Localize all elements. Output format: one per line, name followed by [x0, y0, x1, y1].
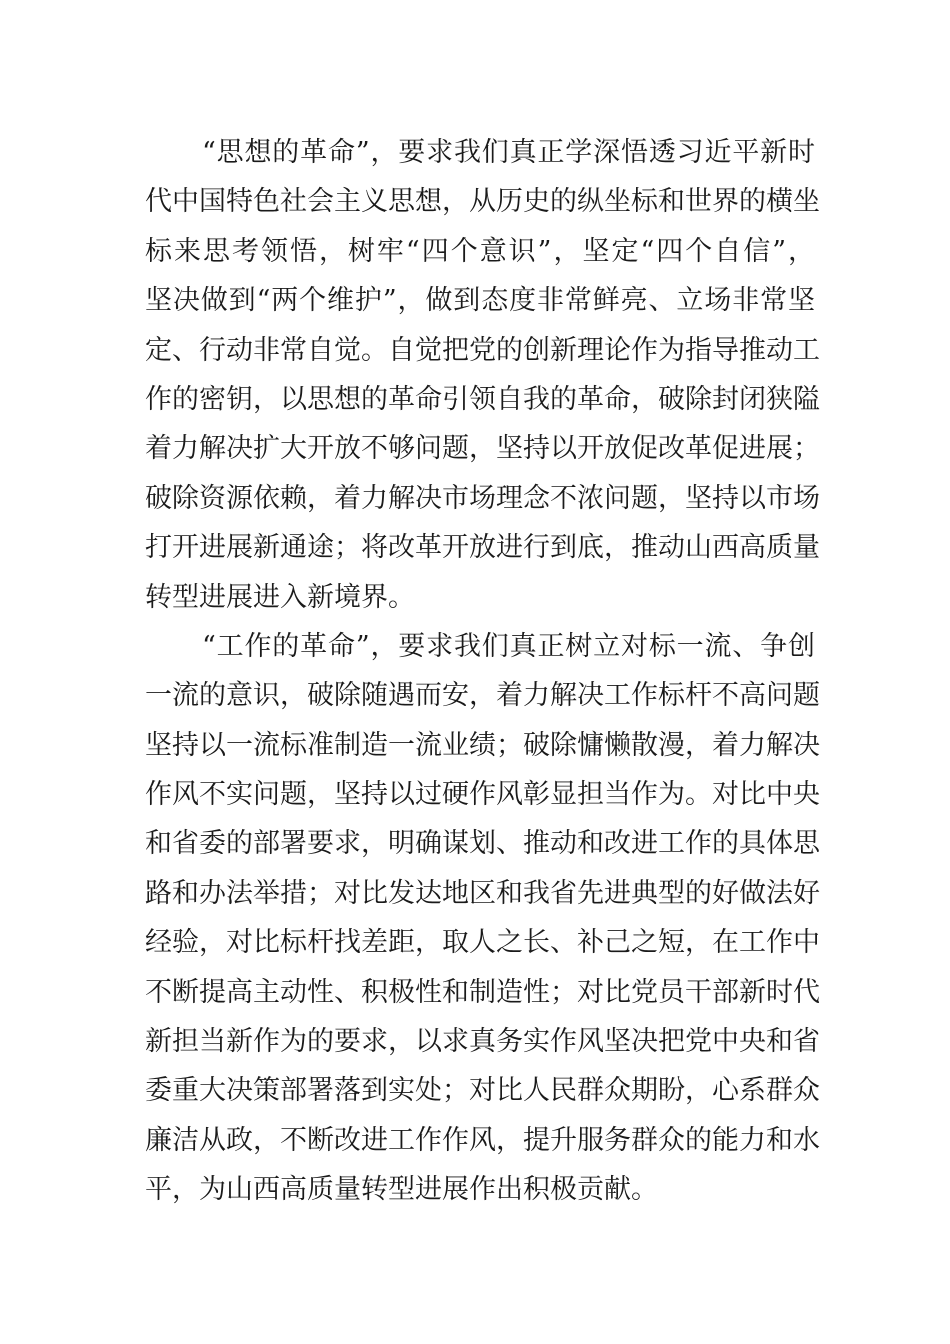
- text-line: 委重大决策部署落到实处；对比人民群众期盼，心系群众: [145, 1075, 820, 1107]
- text-line: 路和办法举措；对比发达地区和我省先进典型的好做法好: [145, 877, 820, 909]
- text-line: 打开进展新通途；将改革开放进行到底，推动山西高质量: [145, 532, 820, 564]
- text-line: 和省委的部署要求，明确谋划、推动和改进工作的具体思: [145, 828, 820, 860]
- text-line: 坚决做到“两个维护”，做到态度非常鲜亮、立场非常坚: [145, 285, 815, 317]
- text-line: 定、行动非常自觉。自觉把党的创新理论作为指导推动工: [145, 334, 820, 366]
- text-line: 代中国特色社会主义思想，从历史的纵坐标和世界的横坐: [145, 186, 820, 218]
- text-line: 标来思考领悟，树牢“四个意识”，坚定“四个自信”，: [145, 235, 815, 267]
- text-line: 一流的意识，破除随遇而安，着力解决工作标杆不高问题: [145, 680, 820, 712]
- paragraph-thought-revolution: [145, 128, 820, 622]
- text-line: “思想的革命”，要求我们真正学深悟透习近平新时: [202, 137, 815, 168]
- text-line: 平，为山西高质量转型进展作出积极贡献。: [145, 1174, 658, 1206]
- text-line: 新担当新作为的要求，以求真务实作风坚决把党中央和省: [145, 1026, 820, 1058]
- text-line: 转型进展进入新境界。: [145, 581, 415, 613]
- text-line: 作风不实问题，坚持以过硬作风彰显担当作为。对比中央: [145, 779, 820, 811]
- text-line: 廉洁从政，不断改进工作作风，提升服务群众的能力和水: [145, 1124, 820, 1156]
- text-line: 着力解决扩大开放不够问题，坚持以开放促改革促进展；: [145, 433, 820, 465]
- document-body: [145, 128, 820, 1215]
- paragraph-work-revolution: [145, 622, 820, 1215]
- text-line: 经验，对比标杆找差距，取人之长、补己之短，在工作中: [145, 927, 820, 959]
- text-line: 不断提高主动性、积极性和制造性；对比党员干部新时代: [145, 976, 820, 1008]
- text-line: 作的密钥，以思想的革命引领自我的革命，破除封闭狭隘: [145, 383, 820, 415]
- text-line: “工作的革命”，要求我们真正树立对标一流、争创: [202, 630, 815, 662]
- text-line: 坚持以一流标准制造一流业绩；破除慵懒散漫，着力解决: [145, 729, 820, 761]
- text-line: 破除资源依赖，着力解决市场理念不浓问题，坚持以市场: [145, 482, 820, 514]
